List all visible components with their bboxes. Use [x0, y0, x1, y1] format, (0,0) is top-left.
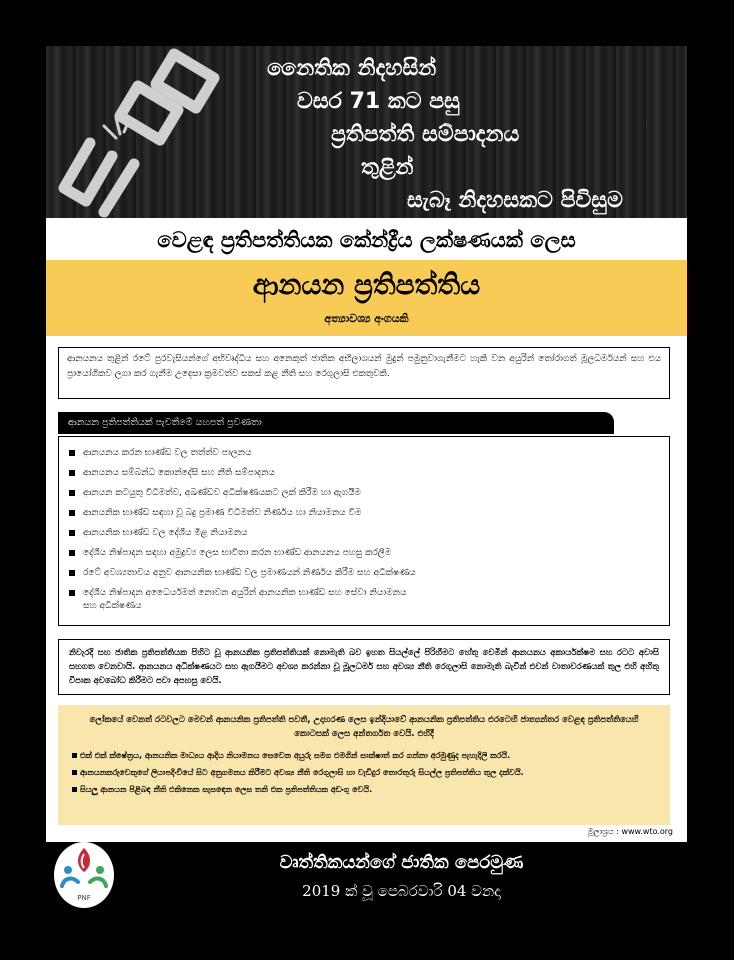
trend-text: ආනයනය කරන භාණ්ඩ වල තත්ත්ව පාලනය	[83, 448, 252, 458]
hero-line-1: නෛතික නිදහසින්	[267, 56, 437, 81]
list-item	[69, 543, 659, 563]
broken-chain-icon	[46, 46, 236, 218]
title-band	[46, 260, 687, 336]
bullet-icon	[72, 753, 77, 758]
bullet-icon	[69, 450, 75, 456]
bullet-icon	[69, 510, 75, 516]
list-item	[69, 463, 659, 483]
trend-text: ආනයන කටයුතු විධිමත්ව, අඛණ්ඩව අධීක්ෂණයකට ලක් කිරීම හා ඇගයීම	[83, 488, 361, 498]
list-item	[72, 781, 656, 798]
main-title: ආනයන ප්‍රතිපත්තිය	[252, 268, 481, 301]
list-item	[69, 503, 659, 523]
trend-text: ආනයනය සම්බන්ධ කොන්දේසි සහ නීති සම්පාදනය	[83, 468, 275, 478]
bullet-icon	[69, 470, 75, 476]
list-item	[69, 563, 659, 583]
pnf-logo-text: PNF	[77, 894, 91, 902]
example-text: සියලු ආනයන පිළිබඳ නීති එකිනෙක සැසඳෙන ලෙස තනි එක ප්‍රතිපත්තියක අඩංගු වෙයි.	[80, 785, 373, 794]
bullet-icon	[69, 590, 75, 596]
example-text: එක් එක් ක්ෂේත්‍රය, ආනයනික මාධ්‍යය ආදිය නියාමනය සෙවෙන අයුරු සමග එමගින් සාක්ෂාත් කර ගන්නා අරමුණුද පැහැදිලි කරයි.	[80, 751, 511, 760]
poster	[46, 46, 687, 912]
trend-continuation: සහ අධීක්ෂණය	[83, 601, 142, 611]
bullet-icon	[72, 787, 77, 792]
pnf-logo-icon	[54, 842, 114, 908]
bullet-icon	[69, 530, 75, 536]
trend-text: ආනයනික භාණ්ඩ වල දේශීය මිළ නියාමනය	[83, 528, 248, 538]
publish-date: 2019 ක් වූ පෙබරවාරි 04 වනදා	[302, 882, 501, 900]
hero-line-2: වසර 71 කට පසු	[297, 89, 460, 114]
hero-line-4: තුළින්	[361, 155, 414, 180]
pnf-logo	[54, 842, 114, 908]
trend-text: රටේ අවශ්‍යතාවය අනුව ආනයනික භාණ්ඩ වල ප්‍රමාණයන් නිර්ණය කිරීම සහ අධීක්ෂණය	[83, 568, 416, 578]
hero-line-3: ප්‍රතිපත්ති සම්පාදනය	[331, 122, 520, 147]
list-item	[72, 747, 656, 764]
bullet-icon	[69, 550, 75, 556]
example-text: ආනයනකරුවෙකුගේ ලියාපදිංචියේ සිට අනුගමනය කිරීමට අවශ්‍ය නීති රෙගුලාසි හා වැඩිදුර තොරතුරු සියල්ල ප්‍රතිපත්තිය තුල දක්වයි.	[80, 768, 524, 777]
example-intro: ලෝකයේ වෙනත් රටවලට මෙවන් ආනයනික ප්‍රතිපත්ති පවතී, උදාහරණ ලෙස ඉන්දියාවේ ආනයනික ප්‍රතිපත්තිය එරටෙහි ජාත්‍යන්තර වෙළඳ ප්‍රතිපත්තියෙහි කොටසක් ලෙස අන්තර්ගත වෙයි. එහිදී	[89, 715, 639, 739]
footer-bar	[46, 842, 687, 912]
trend-text: දේශීය නිෂ්පාදන අධෛර්යමත් නොවන අයුරින් ආනයනික භාණ්ඩ සහ සේවා නියාමනය	[83, 588, 407, 598]
sub-title: අත්‍යාවශ්‍ය අංගයකි	[324, 312, 409, 325]
band-title: වෙළඳ ප්‍රතිපත්තියක කේන්ද්‍රීය ලක්ෂණයක් ලෙස	[157, 228, 576, 252]
trend-text: ආනයනික භාණ්ඩ සඳහා වූ බදු ප්‍රමාණ විධිමත්ව නිර්ණය හා නියාමනය වීම	[83, 508, 362, 518]
list-item	[69, 523, 659, 543]
definition-box: ආනයනය තුළින් රටේ පුරවැසියන්ගේ අභිවෘද්ධිය සහ අනෙකුත් ජාතික අභිලාශයන් මුදුන් පමුනුවාගැනීමට හැකි වන අයුරින් තෝරාගත් මූලධර්මයන් සහ එය ප්‍රායෝගිකව ලගා කර ගැනීම උදෙසා ක්‍රමවත්ව සකස් කළ නීති සහ රෙගුලාසි එකතුවකි.	[58, 347, 670, 399]
hero-banner	[46, 46, 687, 218]
list-item	[69, 443, 659, 463]
bullet-icon	[69, 490, 75, 496]
trends-tab-header: ආනයන ප්‍රතිපත්තියක් පැවතීමේ යහපත් ප්‍රවණතා	[58, 412, 614, 434]
problem-note-box: නිවැරදි සහ ජාතික ප්‍රතිපත්තියක පිහිට වූ ආනයනික ප්‍රතිපත්තියක් නොමැති බව ඉහත සියල්ලේ පිරිහීමට හේතු වෙමින් ආනයනය අකාර්යක්ෂම සහ රටට අවාසි සහගත වෙනවායි. ආනයනය අධීක්ෂණයට සහ ඇගයීමට අවශ්‍ය කරන්නා වූ මූලධර්ම සහ අවශ්‍ය නීති රෙගුලාසි නොමැති බැවින් එවන් වාතාවරණයක් තුල එහි අහිතු විපාක අවබෝධ කිරීමට පවා අපහසු වෙයි.	[58, 639, 670, 695]
list-item	[72, 764, 656, 781]
source-credit: මූලාශ්‍රය : www.wto.org	[587, 827, 673, 836]
trends-list	[58, 436, 670, 626]
organization-name: වෘත්තිකයන්ගේ ජාතික පෙරමුණ	[279, 852, 524, 873]
hero-line-5: සැබෑ නිදහසකට පිවිසුම	[407, 188, 623, 213]
list-item	[69, 483, 659, 503]
bullet-icon	[69, 570, 75, 576]
trend-text: දේශීය නිෂ්පාදන සඳහා අමුද්‍රව්‍ය ලෙස භාවිතා කරන භාණ්ඩ ආනයනය පහසු කරලීම	[83, 548, 392, 558]
international-example-box	[58, 705, 670, 825]
bullet-icon	[72, 770, 77, 775]
